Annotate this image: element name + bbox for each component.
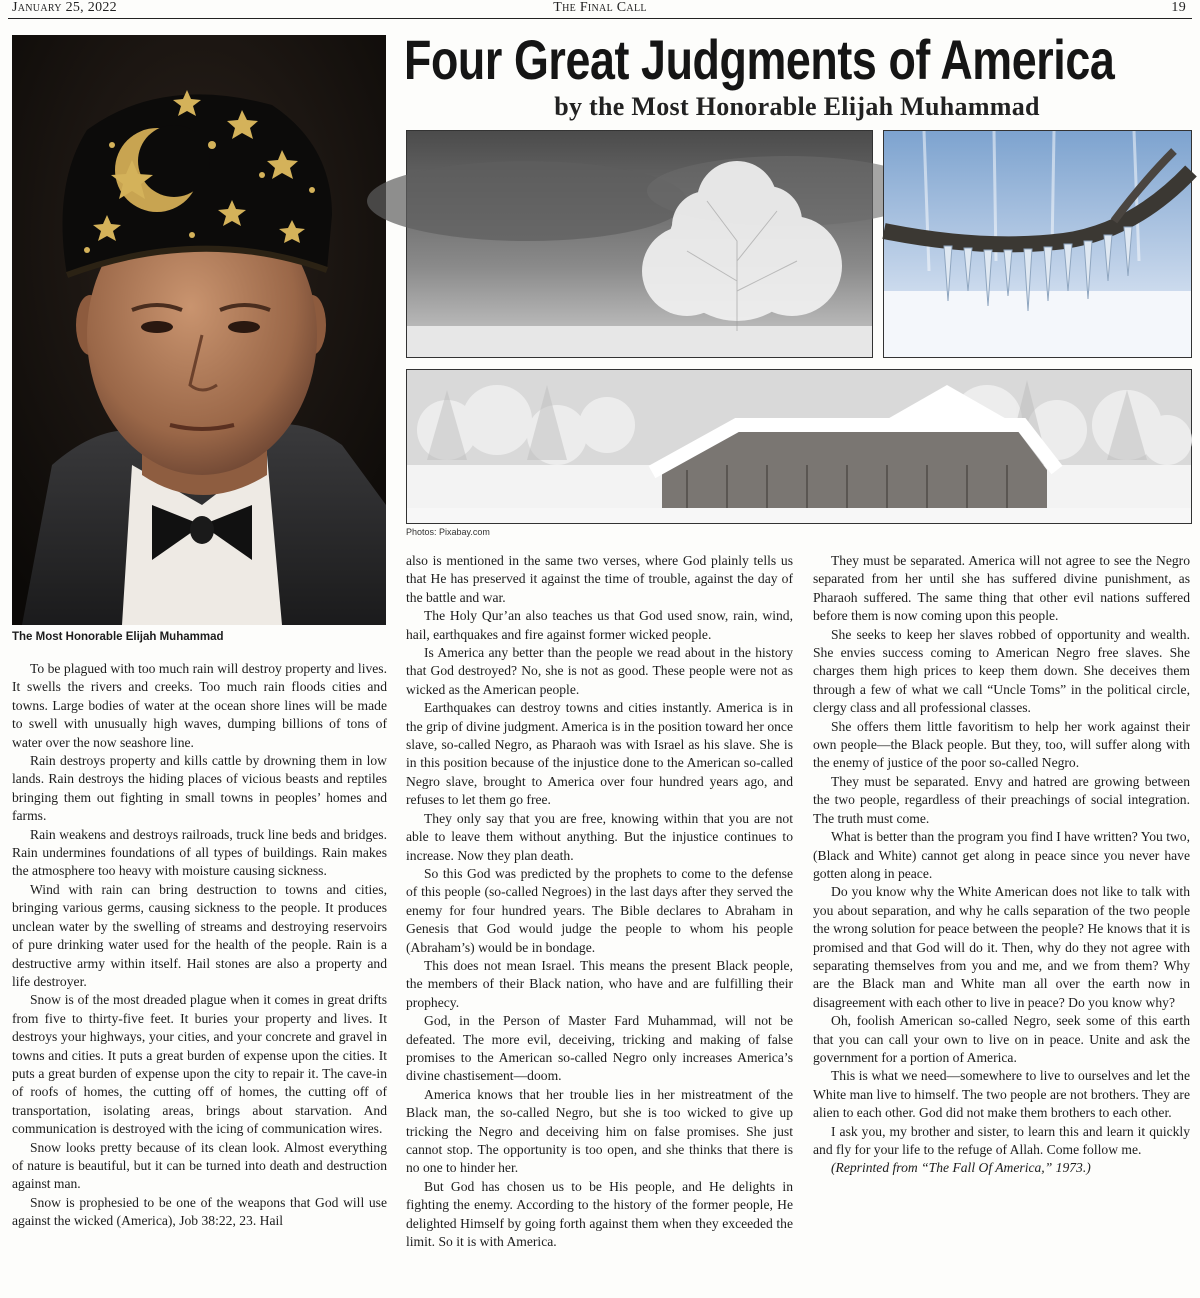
issue-date: January 25, 2022 (12, 0, 117, 15)
paragraph: Rain weakens and destroys railroads, truck line beds and bridges. Rain undermines foundations of all types of buildings. Rain makes the atmosphere too heavy with moisture causing sickness. (12, 826, 387, 879)
portrait-caption: The Most Honorable Elijah Muhammad (12, 631, 224, 643)
portrait-photo (12, 35, 386, 625)
paragraph: The Holy Qur’an also teaches us that God used snow, rain, wind, hail, earthquakes and fire against former wicked people. (406, 608, 793, 642)
article-column-1 (12, 660, 387, 1231)
publication-name: The Final Call (553, 0, 647, 15)
paragraph: Oh, foolish American so-called Negro, seek some of this earth that you can call your own to live on in peace. Unite and ask the government for a portion of America. (813, 1013, 1190, 1065)
paragraph: So this God was predicted by the prophets to come to the defense of this people (so-called Negroes) in the last days after they served the enemy for four hundred years. The Bible declares to Abraham in Genesis that God would judge the people to whom his people (Abraham’s) would be in bondage. (406, 865, 793, 955)
paragraph: What is better than the program you find I have written? You two, (Black and White) cannot get along in peace since you never have gotten along in peace. (813, 829, 1190, 881)
paragraph: They must be separated. America will not agree to see the Negro separated from her until she has suffered divine punishment, as Pharaoh suffered. The same thing that other evil nations suffered before them is now coming upon this people. (813, 553, 1190, 624)
byline: by the Most Honorable Elijah Muhammad (554, 92, 1040, 121)
reprint-note: (Reprinted from “The Fall Of America,” 1973.) (831, 1160, 1091, 1176)
paragraph: But God has chosen us to be His people, and He delights in fighting the enemy. According to the history of the former people, He delighted Himself by going forth against them when they exceeded the limit. So it is with America. (406, 1178, 793, 1250)
paragraph: God, in the Person of Master Fard Muhammad, will not be defeated. The more evil, deceiving, tricking and making of false promises to the American so-called Negro only increases America’s divine chastisement—doom. (406, 1013, 793, 1084)
paragraph: Snow is prophesied to be one of the weapons that God will use against the wicked (America), Job 38:22, 23. Hail (12, 1194, 387, 1229)
paragraph: They must be separated. Envy and hatred are growing between the two people, regardless of their preachings of social integration. The truth must come. (813, 773, 1190, 826)
paragraph: This is what we need—somewhere to live to ourselves and let the White man live to himself. The two people are not brothers. They are alien to each other. God did not make them brothers to each other. (813, 1068, 1190, 1121)
paragraph: Wind with rain can bring destruction to towns and cities, bringing various germs, causing sickness to the people. It produces unclean water by the swelling of streams and destroying reservoirs of pure drinking water used for the health of the people. Rain is a destructive army within itself. Hail stones are also a property and life destroyer. (12, 881, 387, 989)
headline: Four Great Judgments of America (404, 28, 1115, 91)
photo-credit: Photos: Pixabay.com (406, 527, 490, 537)
paragraph: Do you know why the White American does not like to talk with you about separation, and why he calls separation of the two people the wrong solution for peace between the people? He knows that it is promised and that God will do it. Then, why do they not agree with separating themselves from you and me, and we from them? Why are the Black man and White man all over the earth now in disagreement with each other to live in peace? Do you know why? (813, 884, 1190, 1010)
snowy-barn-photo (406, 369, 1192, 524)
paragraph: They only say that you are free, knowing within that you are not able to leave them without anything. But the injustice continues to increase. Now they plan death. (406, 810, 793, 863)
paragraph: also is mentioned in the same two verses, where God plainly tells us that He has preserved it against the time of trouble, against the day of the battle and war. (406, 553, 793, 605)
paragraph: I ask you, my brother and sister, to learn this and learn it quickly and fly for your life to the refuge of Allah. Come follow me. (813, 1123, 1190, 1157)
paragraph: Is America any better than the people we read about in the history that God destroyed? No, she is not as good. These people were not as wicked as the American people. (406, 645, 793, 697)
snow-tree-photo (406, 130, 873, 358)
paragraph: Rain destroys property and kills cattle by drowning them in low lands. Rain destroys the hiding places of vicious beasts and reptiles bringing them out fighting in small towns in peoples’ homes and farms. (12, 753, 387, 824)
paragraph: Earthquakes can destroy towns and cities instantly. America is in the grip of divine judgment. America is in the position toward her once slave, so-called Negro, as Pharaoh was with Israel as his slave. She is in this position because of the injustice done to the American so-called Negro slave, brought to America over four hundred years ago, and refuses to let them go free. (406, 700, 793, 808)
page-number: 19 (1171, 0, 1186, 15)
paragraph: This does not mean Israel. This means the present Black people, the members of their Black nation, who have and are fulfilling their prophecy. (406, 957, 793, 1010)
paragraph: America knows that her trouble lies in her mistreatment of the Black man, the so-called Negro, but she is too wicked to give up tricking the Negro and deceiving him on false promises. She just cannot stop. The opportunity is too open, and she thinks that there is no one to hinder her. (406, 1086, 793, 1176)
paragraph: She offers them little favoritism to help her work against their own people—the Black people. But they, too, will suffer along with the enemy of justice of the poor so-called Negro. (813, 718, 1190, 771)
paragraph: She seeks to keep her slaves robbed of opportunity and wealth. She envies success coming to American Negro free slaves. She charges them high prices to keep them down. She deceives them through a few of what we call “Uncle Toms” in the political circle, clergy class and all professional classes. (813, 626, 1190, 716)
icicle-branch-photo (883, 130, 1192, 358)
paragraph: To be plagued with too much rain will destroy property and lives. It swells the rivers and creeks. Too much rain floods cities and towns. Large bodies of water at the ocean shore lines will be made to swell with unusually high waves, dumping billions of tons of water over the now seashore line. (12, 661, 387, 750)
header-rule (8, 18, 1192, 19)
article-column-2 (406, 552, 793, 1251)
article-column-3 (813, 552, 1190, 1178)
paragraph: Snow looks pretty because of its clean look. Almost everything of nature is beautiful, but it can be turned into death and destruction against man. (12, 1139, 387, 1192)
paragraph: Snow is of the most dreaded plague when it comes in great drifts from five to thirty-five feet. It buries your property and lives. It destroys your highways, your cities, and your concrete and gravel in towns and cities. It puts a great burden of expense upon the cities. It puts a great burden of expense upon the city to repair it. The cave-in of roofs of homes, the cutting off of homes, the cutting off of transportation, isolating areas, brings about starvation. And communication is destroyed with the icing of communication wires. (12, 992, 387, 1137)
